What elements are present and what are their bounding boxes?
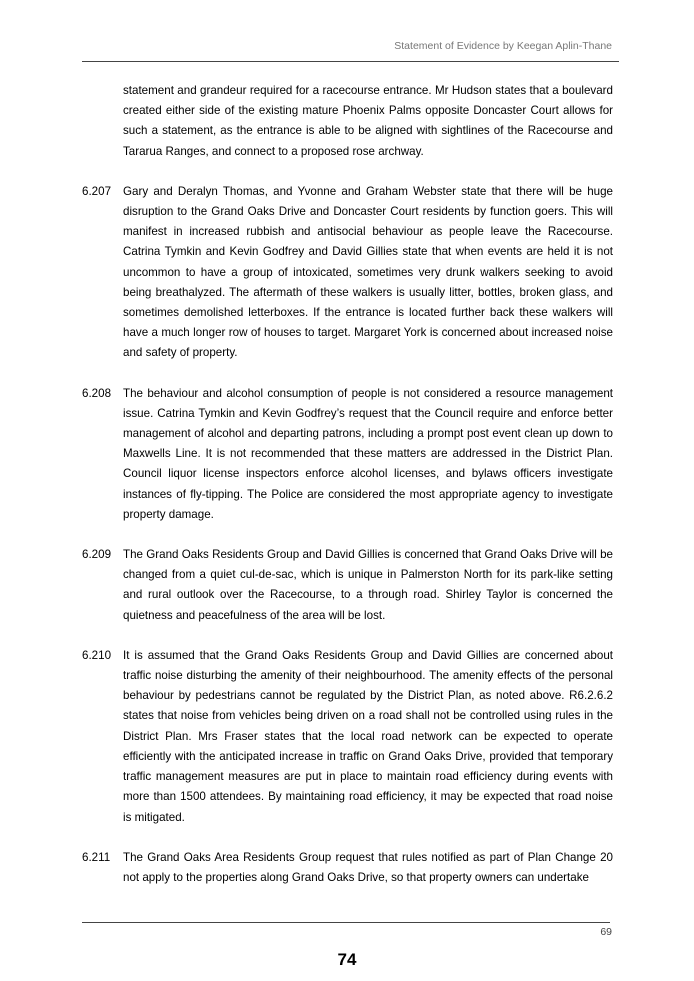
paragraph-text: Gary and Deralyn Thomas, and Yvonne and Graham Webster state that there will be huge disruption to the Grand Oaks Drive and Doncaster Court residents by function goers. This will manifest in increased rubbish and antisocial behaviour as people leave the Racecourse. Catrina Tymkin and Kevin Godfrey and David Gillies state that when events are held it is not uncommon to have a group of intoxicated, sometimes very drunk walkers seeking to avoid being breathalyzed. The aftermath of these walkers is usually litter, bottles, broken glass, and sometimes demolished letterboxes. If the entrance is located further back these walkers will have a much longer row of houses to target. Margaret York is concerned about increased noise and safety of property. [123,184,613,360]
stamp-page-number: 74 [337,950,357,969]
document-body [82,81,613,908]
paragraph-number: 6.207 [82,184,112,198]
paragraph-6-209 [82,545,613,626]
paragraph-text: The Grand Oaks Area Residents Group request that rules notified as part of Plan Change 20 not apply to the properties along Grand Oaks Drive, so that property owners can undertake [123,850,613,884]
continuation-paragraph [82,81,613,162]
running-header: Statement of Evidence by Keegan Aplin-Thane [394,40,612,52]
paragraph-6-208 [82,384,613,525]
paragraph-number: 6.208 [82,386,112,400]
paragraph-6-211 [82,848,613,888]
paragraph-text: statement and grandeur required for a racecourse entrance. Mr Hudson states that a boulevard created either side of the existing mature Phoenix Palms opposite Doncaster Court allows for such a statement, as the entrance is able to be aligned with sightlines of the Racecourse and Tararua Ranges, and connect to a proposed rose archway. [123,84,613,158]
paragraph-number: 6.210 [82,648,112,662]
paragraph-text: The Grand Oaks Residents Group and David Gillies is concerned that Grand Oaks Drive will be changed from a quiet cul-de-sac, which is unique in Palmerston North for its park-like setting and rural outlook over the Racecourse, to a through road. Shirley Taylor is concerned the quietness and peacefulness of the area will be lost. [123,548,613,622]
paragraph-number: 6.211 [82,850,111,864]
footer-rule [82,922,610,923]
paragraph-text: The behaviour and alcohol consumption of people is not considered a resource management issue. Catrina Tymkin and Kevin Godfrey’s request that the Council require and enforce better management of alcohol and departing patrons, including a prompt post event clean up down to Maxwells Line. It is not recommended that these matters are addressed in the District Plan. Council liquor license inspectors enforce alcohol licenses, and bylaws officers investigate instances of fly-tipping. The Police are considered the most appropriate agency to investigate property damage. [123,386,613,521]
paragraph-6-207 [82,182,613,364]
paragraph-number: 6.209 [82,548,112,562]
footer-page-number: 69 [600,926,612,938]
paragraph-text: It is assumed that the Grand Oaks Residents Group and David Gillies are concerned about traffic noise disturbing the amenity of their neighbourhood. The amenity effects of the personal behaviour by pedestrians cannot be regulated by the District Plan, as noted above. R6.2.6.2 states that noise from vehicles being driven on a road shall not be controlled using rules in the District Plan. Mrs Fraser states that the local road network can be expected to operate efficiently with the anticipated increase in traffic on Grand Oaks Drive, provided that temporary traffic management measures are put in place to maintain road efficiency during events with more than 1500 attendees. By maintaining road efficiency, it may be expected that road noise is mitigated. [123,648,613,824]
header-rule [82,61,619,62]
paragraph-6-210 [82,646,613,828]
